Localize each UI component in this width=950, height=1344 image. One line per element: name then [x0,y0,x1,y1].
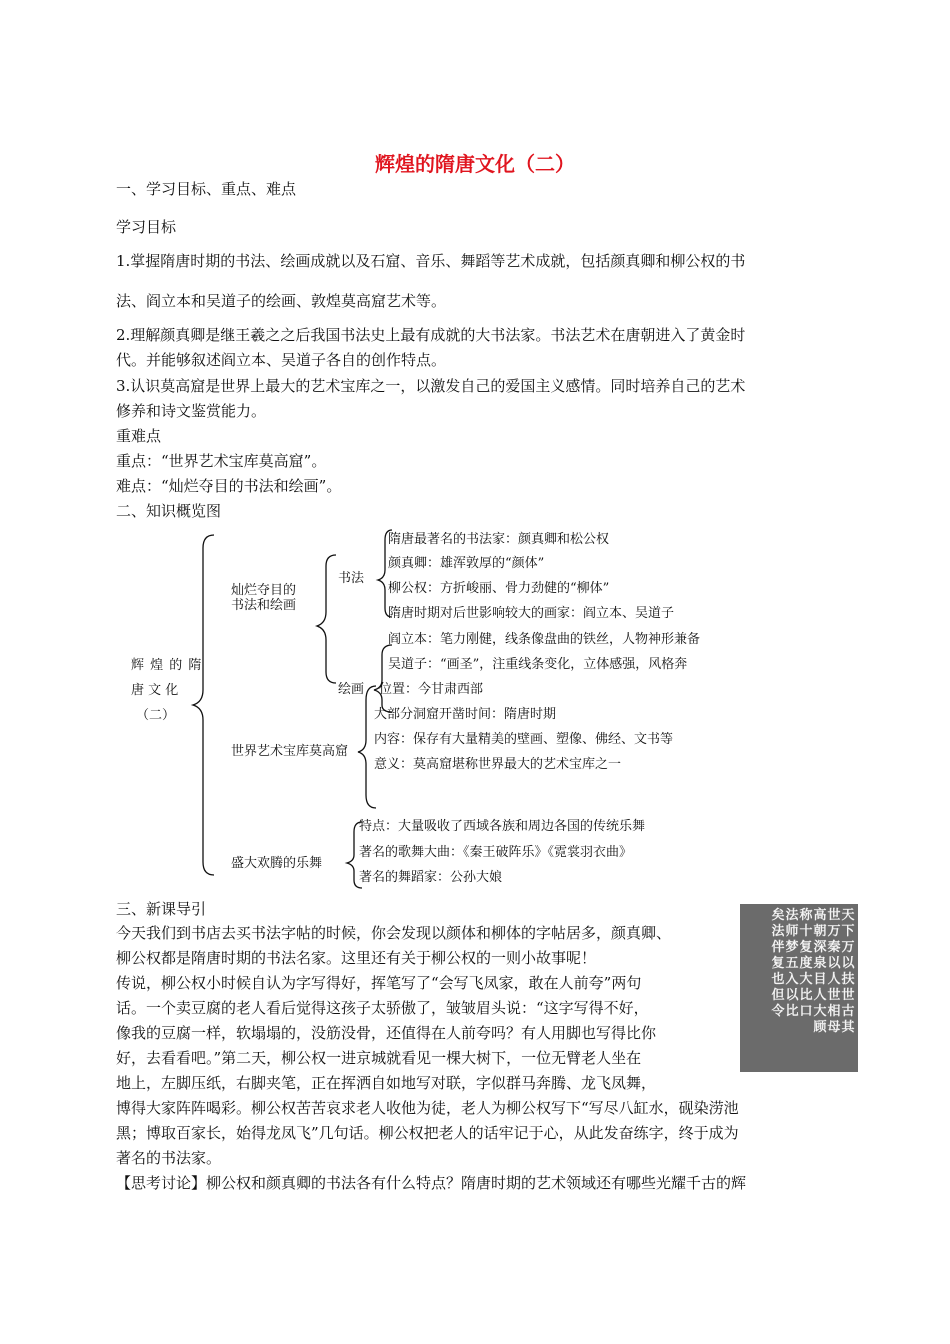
branch-art-line1: 灿烂夺目的 [231,583,297,598]
goal2-line2: 代。并能够叙述阎立本、吴道子各自的创作特点。 [116,351,447,369]
page-title: 辉煌的隋唐文化（二） [375,152,575,176]
story-line: 柳公权都是隋唐时期的书法名家。这里还有关于柳公权的一则小故事呢！ [116,949,597,967]
map-root-line3: （二） [136,708,176,723]
goal1-line2: 法、阎立本和吴道子的绘画、敦煌莫高窟艺术等。 [116,292,447,310]
node-painting: 绘画 [338,682,365,697]
brace-branch1 [317,555,336,683]
map-item: 阎立本：笔力刚健，线条像盘曲的铁丝，人物神形兼备 [388,632,701,647]
hard-point: 难点：“灿烂夺目的书法和绘画”。 [116,477,342,495]
map-item: 位置：今甘肃西部 [379,682,484,697]
node-calligraphy: 书法 [338,571,365,586]
story-line: 好，去看看吧。”第二天，柳公权一进京城就看见一棵大树下，一位无臂老人坐在 [116,1049,642,1067]
story-line: 地上，左脚压纸，右脚夹笔，正在挥洒自如地写对联，字似群马奔腾、龙飞凤舞， [116,1074,657,1092]
goal1-line1: 1.掌握隋唐时期的书法、绘画成就以及石窟、音乐、舞蹈等艺术成就，包括颜真卿和柳公权的书 [116,252,746,270]
story-line: 话。一个卖豆腐的老人看后觉得这孩子太骄傲了，皱皱眉头说：“这字写得不好， [116,999,649,1017]
calligraphy-column: 天下万以扶世古其 [841,908,855,1035]
map-item: 内容：保存有大量精美的壁画、塑像、佛经、文书等 [374,732,674,747]
map-item: 意义：莫高窟堪称世界最大的艺术宝库之一 [374,757,622,772]
section1-heading: 一、学习目标、重点、难点 [116,180,297,198]
map-item: 吴道子：“画圣”，注重线条变化，立体感强，风格奔 [388,657,688,672]
story-line: 传说，柳公权小时候自认为字写得好，挥笔写了“会写飞凤家，敢在人前夸”两句 [116,974,642,992]
calligraphy-column: 世万秦以人世相母 [827,908,841,1035]
story-line: 黑；博取百家长，始得龙凤飞”几句话。柳公权把老人的话牢记于心，从此发奋练字，终于成为 [116,1124,739,1142]
map-item: 著名的歌舞大曲：《秦王破阵乐》《霓裳羽衣曲》 [359,845,633,860]
calligraphy-rubbing-image [740,904,858,1072]
map-item: 颜真卿：雄浑敦厚的“颜体” [388,556,545,571]
story-line: 今天我们到书店去买书法字帖的时候，你会发现以颜体和柳体的字帖居多，颜真卿、 [116,924,672,942]
key-point: 重点：“世界艺术宝库莫高窟”。 [116,452,327,470]
map-item: 隋唐时期对后世影响较大的画家：阎立本、吴道子 [388,606,675,621]
section3-heading: 三、新课导引 [116,900,207,918]
goals-heading: 学习目标 [116,218,177,236]
story-line: 博得大家阵阵喝彩。柳公权苦苦哀求老人收他为徒，老人为柳公权写下“写尽八缸水，砚染涝池 [116,1099,739,1117]
goal2-line1: 2.理解颜真卿是继王羲之之后我国书法史上最有成就的大书法家。书法艺术在唐朝进入了黄金时 [116,326,746,344]
map-item: 著名的舞蹈家：公孙大娘 [359,870,503,885]
key-heading: 重难点 [116,427,162,445]
map-item: 特点：大量吸收了西域各族和周边各国的传统乐舞 [359,819,646,834]
map-item: 隋唐最著名的书法家：颜真卿和松公权 [388,532,610,547]
branch-art-line2: 书法和绘画 [231,598,297,613]
goal3-line1: 3.认识莫高窟是世界上最大的艺术宝库之一，以激发自己的爱国主义感情。同时培养自己的艺术 [116,377,746,395]
map-item: 柳公权：方折峻丽、骨力劲健的“柳体” [388,581,610,596]
calligraphy-column: 称十复度大比口 [799,908,813,1019]
story-line: 著名的书法家。 [116,1149,222,1167]
brace-main [193,535,214,875]
calligraphy-column: 高朝深泉目人大顾 [813,908,827,1035]
branch-mogao: 世界艺术宝库莫高窟 [231,744,349,759]
calligraphy-column: 矣法伴复也但令 [771,908,785,1019]
discussion-prompt: 【思考讨论】柳公权和颜真卿的书法各有什么特点？隋唐时期的艺术领域还有哪些光耀千古的辉 [116,1174,747,1192]
map-root-line1: 辉 煌 的 隋 [131,658,203,673]
branch-music: 盛大欢腾的乐舞 [231,856,323,871]
calligraphy-column: 法师梦五入以比 [785,908,799,1019]
story-line: 像我的豆腐一样，软塌塌的，没筋没骨，还值得在人前夸吗？有人用脚也写得比你 [116,1024,657,1042]
map-root-line2: 唐 文 化 [131,683,179,698]
map-item: 大部分洞窟开凿时间：隋唐时期 [374,707,557,722]
goal3-line2: 修养和诗文鉴赏能力。 [116,402,267,420]
section2-heading: 二、知识概览图 [116,502,222,520]
